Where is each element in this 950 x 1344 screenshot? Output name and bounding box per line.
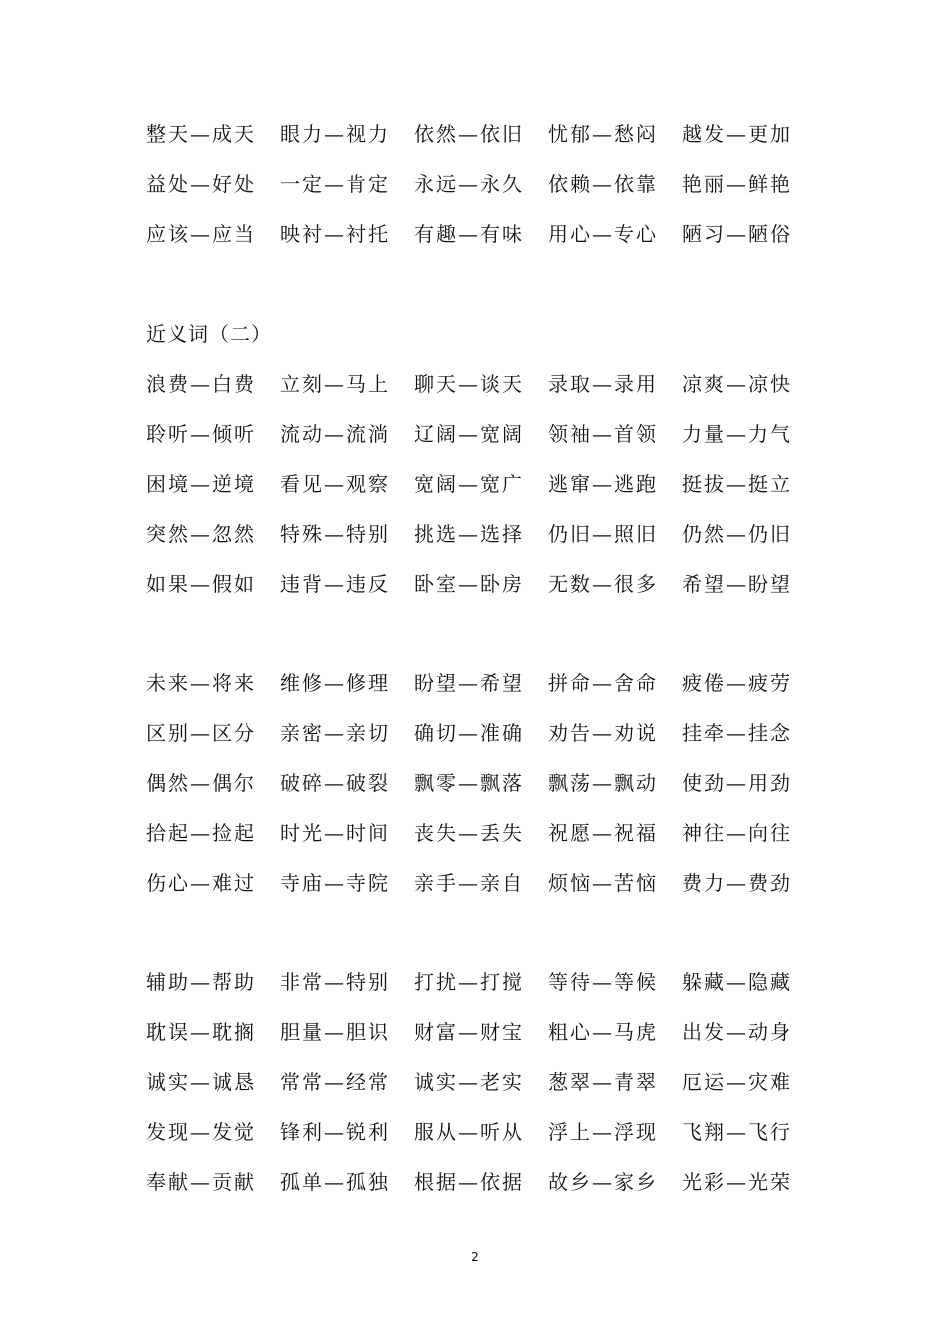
synonym-pair: 伤心—难过	[146, 871, 256, 895]
synonym-row	[146, 170, 826, 220]
synonym-pair: 忧郁—愁闷	[548, 122, 658, 146]
synonym-pair: 录取—录用	[548, 372, 658, 396]
synonym-pair: 打扰—打搅	[414, 970, 524, 994]
synonym-pair: 领袖—首领	[548, 422, 658, 446]
synonym-pair: 如果—假如	[146, 572, 256, 596]
synonym-pair: 盼望—希望	[414, 671, 524, 695]
synonym-pair: 非常—特别	[280, 970, 390, 994]
synonym-pair: 看见—观察	[280, 472, 390, 496]
synonym-pair: 突然—忽然	[146, 522, 256, 546]
synonym-pair: 偶然—偶尔	[146, 771, 256, 795]
synonym-row	[146, 1118, 826, 1168]
synonym-pair: 亲手—亲自	[414, 871, 524, 895]
synonym-pair: 费力—费劲	[682, 871, 792, 895]
synonym-row	[146, 120, 826, 170]
synonym-pair: 祝愿—祝福	[548, 821, 658, 845]
synonym-pair: 希望—盼望	[682, 572, 792, 596]
synonym-pair: 故乡—家乡	[548, 1170, 658, 1194]
synonym-row	[146, 1068, 826, 1118]
synonym-pair: 浪费—白费	[146, 372, 256, 396]
synonym-pair: 应该—应当	[146, 222, 256, 246]
synonym-pair: 劝告—劝说	[548, 721, 658, 745]
synonym-pair: 宽阔—宽广	[414, 472, 524, 496]
synonym-pair: 无数—很多	[548, 572, 658, 596]
synonym-pair: 神往—向往	[682, 821, 792, 845]
synonym-row	[146, 869, 826, 919]
synonym-pair: 特殊—特别	[280, 522, 390, 546]
synonym-pair: 益处—好处	[146, 172, 256, 196]
synonym-pair: 依然—依旧	[414, 122, 524, 146]
synonym-pair: 寺庙—寺院	[280, 871, 390, 895]
synonym-pair: 未来—将来	[146, 671, 256, 695]
synonym-pair: 拼命—舍命	[548, 671, 658, 695]
synonym-pair: 映衬—衬托	[280, 222, 390, 246]
synonym-pair: 光彩—光荣	[682, 1170, 792, 1194]
synonym-pair: 越发—更加	[682, 122, 792, 146]
synonym-pair: 烦恼—苦恼	[548, 871, 658, 895]
synonym-pair: 胆量—胆识	[280, 1020, 390, 1044]
synonym-pair: 永远—永久	[414, 172, 524, 196]
synonym-pair: 时光—时间	[280, 821, 390, 845]
synonym-block-4	[146, 968, 826, 1218]
synonym-pair: 依赖—依靠	[548, 172, 658, 196]
synonym-pair: 维修—修理	[280, 671, 390, 695]
synonym-pair: 常常—经常	[280, 1070, 390, 1094]
synonym-row	[146, 669, 826, 719]
synonym-pair: 有趣—有味	[414, 222, 524, 246]
synonym-row	[146, 968, 826, 1018]
section-heading: 近义词（二）	[146, 322, 272, 346]
synonym-pair: 飘零—飘落	[414, 771, 524, 795]
synonym-pair: 破碎—破裂	[280, 771, 390, 795]
synonym-pair: 辅助—帮助	[146, 970, 256, 994]
synonym-pair: 飞翔—飞行	[682, 1120, 792, 1144]
synonym-pair: 等待—等候	[548, 970, 658, 994]
synonym-pair: 仍旧—照旧	[548, 522, 658, 546]
synonym-pair: 粗心—马虎	[548, 1020, 658, 1044]
synonym-pair: 疲倦—疲劳	[682, 671, 792, 695]
synonym-row	[146, 1018, 826, 1068]
synonym-block-2	[146, 370, 826, 620]
synonym-pair: 力量—力气	[682, 422, 792, 446]
synonym-pair: 挂牵—挂念	[682, 721, 792, 745]
synonym-pair: 困境—逆境	[146, 472, 256, 496]
synonym-pair: 辽阔—宽阔	[414, 422, 524, 446]
synonym-pair: 一定—肯定	[280, 172, 390, 196]
synonym-pair: 凉爽—凉快	[682, 372, 792, 396]
synonym-pair: 挺拔—挺立	[682, 472, 792, 496]
synonym-pair: 锋利—锐利	[280, 1120, 390, 1144]
synonym-pair: 眼力—视力	[280, 122, 390, 146]
synonym-row	[146, 719, 826, 769]
synonym-pair: 奉献—贡献	[146, 1170, 256, 1194]
synonym-pair: 聆听—倾听	[146, 422, 256, 446]
synonym-pair: 浮上—浮现	[548, 1120, 658, 1144]
synonym-row	[146, 220, 826, 270]
synonym-pair: 出发—动身	[682, 1020, 792, 1044]
synonym-pair: 财富—财宝	[414, 1020, 524, 1044]
synonym-pair: 流动—流淌	[280, 422, 390, 446]
synonym-pair: 躲藏—隐藏	[682, 970, 792, 994]
synonym-pair: 确切—准确	[414, 721, 524, 745]
synonym-pair: 拾起—捡起	[146, 821, 256, 845]
synonym-pair: 厄运—灾难	[682, 1070, 792, 1094]
synonym-row	[146, 819, 826, 869]
synonym-pair: 卧室—卧房	[414, 572, 524, 596]
synonym-pair: 亲密—亲切	[280, 721, 390, 745]
synonym-pair: 违背—违反	[280, 572, 390, 596]
synonym-pair: 陋习—陋俗	[682, 222, 792, 246]
synonym-block-3	[146, 669, 826, 919]
synonym-pair: 诚实—老实	[414, 1070, 524, 1094]
synonym-pair: 整天—成天	[146, 122, 256, 146]
synonym-pair: 用心—专心	[548, 222, 658, 246]
synonym-row	[146, 520, 826, 570]
synonym-pair: 立刻—马上	[280, 372, 390, 396]
synonym-pair: 诚实—诚恳	[146, 1070, 256, 1094]
synonym-pair: 耽误—耽搁	[146, 1020, 256, 1044]
synonym-row	[146, 370, 826, 420]
synonym-pair: 艳丽—鲜艳	[682, 172, 792, 196]
synonym-row	[146, 420, 826, 470]
synonym-pair: 仍然—仍旧	[682, 522, 792, 546]
synonym-row	[146, 769, 826, 819]
synonym-pair: 服从—听从	[414, 1120, 524, 1144]
synonym-row	[146, 570, 826, 620]
page-number: 2	[471, 1250, 479, 1264]
synonym-pair: 发现—发觉	[146, 1120, 256, 1144]
synonym-pair: 根据—依据	[414, 1170, 524, 1194]
synonym-pair: 挑选—选择	[414, 522, 524, 546]
synonym-row	[146, 470, 826, 520]
synonym-pair: 丧失—丢失	[414, 821, 524, 845]
synonym-pair: 葱翠—青翠	[548, 1070, 658, 1094]
synonym-row	[146, 1168, 826, 1218]
synonym-pair: 逃窜—逃跑	[548, 472, 658, 496]
synonym-pair: 聊天—谈天	[414, 372, 524, 396]
synonym-pair: 孤单—孤独	[280, 1170, 390, 1194]
synonym-block-1	[146, 120, 826, 270]
synonym-pair: 飘荡—飘动	[548, 771, 658, 795]
synonym-pair: 使劲—用劲	[682, 771, 792, 795]
synonym-pair: 区别—区分	[146, 721, 256, 745]
